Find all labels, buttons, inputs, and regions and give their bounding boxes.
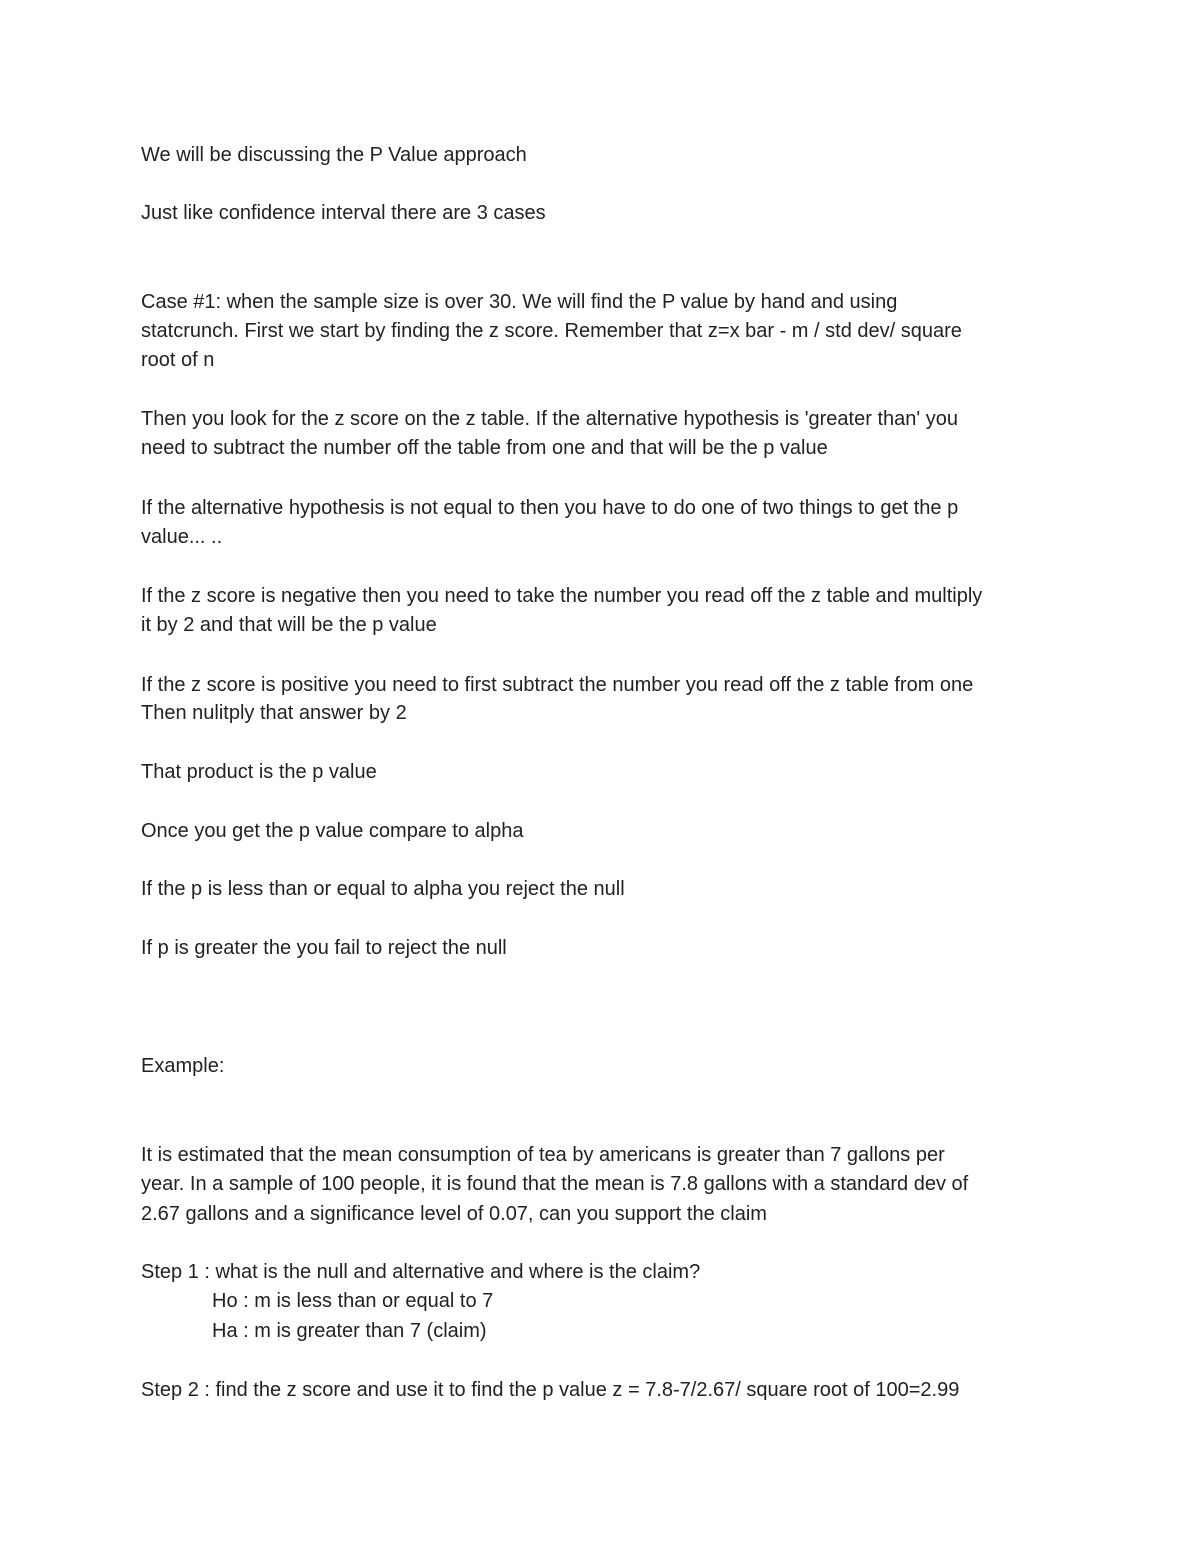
reject-null-line: If the p is less than or equal to alpha you reject the null (141, 878, 625, 900)
example-heading: Example: (141, 1055, 225, 1077)
null-hypothesis-line: Ho : m is less than or equal to 7 (212, 1290, 494, 1312)
example-line-1: It is estimated that the mean consumption of tea by americans is greater than 7 gallons per (141, 1144, 945, 1166)
example-line-3: 2.67 gallons and a significance level of 0.07, can you support the claim (141, 1203, 767, 1225)
not-equal-line-2: value... .. (141, 526, 223, 548)
negative-z-line-2: it by 2 and that will be the p value (141, 614, 437, 636)
example-line-2: year. In a sample of 100 people, it is found that the mean is 7.8 gallons with a standard dev of (141, 1173, 969, 1195)
not-equal-line-1: If the alternative hypothesis is not equal to then you have to do one of two things to get the p (141, 497, 959, 519)
step2-line: Step 2 : find the z score and use it to find the p value z = 7.8-7/2.67/ square root of 100=2.99 (141, 1379, 960, 1401)
ztable-line-1: Then you look for the z score on the z table. If the alternative hypothesis is 'greater than' you (141, 408, 958, 430)
positive-z-line-2: Then nulitply that answer by 2 (141, 702, 407, 724)
compare-alpha-line: Once you get the p value compare to alpha (141, 820, 524, 842)
case1-line-3: root of n (141, 349, 215, 371)
negative-z-line-1: If the z score is negative then you need to take the number you read off the z table and multiply (141, 585, 983, 607)
case1-line-1: Case #1: when the sample size is over 30. We will find the P value by hand and using (141, 291, 898, 313)
cases-line: Just like confidence interval there are 3 cases (141, 202, 546, 224)
case1-line-2: statcrunch. First we start by finding the z score. Remember that z=x bar - m / std dev/ square (141, 320, 962, 342)
step1-line: Step 1 : what is the null and alternative and where is the claim? (141, 1261, 701, 1283)
product-line: That product is the p value (141, 761, 377, 783)
intro-line: We will be discussing the P Value approach (141, 144, 527, 166)
fail-reject-line: If p is greater the you fail to reject the null (141, 937, 507, 959)
ztable-line-2: need to subtract the number off the table from one and that will be the p value (141, 437, 828, 459)
alternative-hypothesis-line: Ha : m is greater than 7 (claim) (212, 1320, 487, 1342)
positive-z-line-1: If the z score is positive you need to first subtract the number you read off the z table from one (141, 674, 974, 696)
